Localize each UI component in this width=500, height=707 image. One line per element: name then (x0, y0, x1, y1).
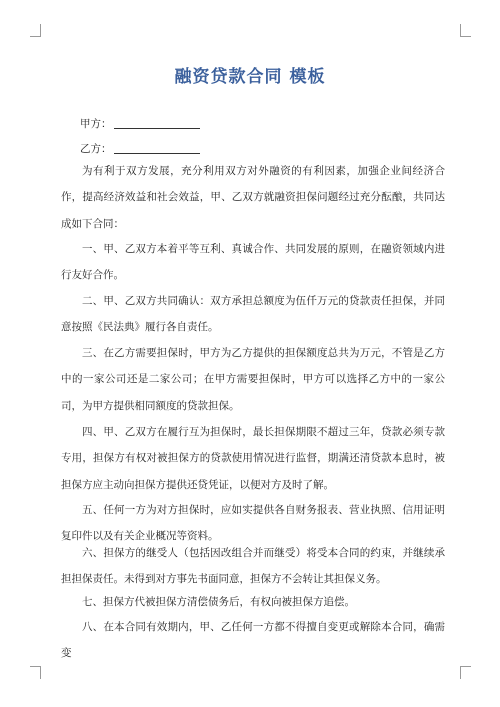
crop-mark-bottom-left (30, 666, 41, 679)
party-b-blank (114, 143, 200, 154)
clause-7: 七、担保方代被担保方清偿债务后，有权向被担保方追偿。 (82, 596, 355, 608)
document-title: 融资贷款合同 模板 (174, 67, 326, 87)
clause-3: 三、在乙方需要担保时，甲方为乙方提供的担保额度总共为万元，不管是乙方中的一家公司还是二家公司；在甲方需要担保时，甲方可以选择乙方中的一家公司，为甲方提供相同额度的贷款担保。 (61, 347, 445, 412)
clause-5: 五、任何一方为对方担保时，应如实提供各自财务报表、营业执照、信用证明复印件以及有关企业概况等资料。 (61, 504, 445, 543)
crop-mark-top-right (460, 24, 471, 37)
clause-6: 六、担保方的继受人（包括因改组合并而继受）将受本合同的约束，并继续承担担保责任。未得到对方事先书面同意，担保方不会转让其担保义务。 (61, 547, 445, 586)
party-a-field (80, 116, 200, 131)
intro-paragraph: 为有利于双方发展，充分利用双方对外融资的有利因素，加强企业间经济合作，提高经济效益和社会效益，甲、乙双方就融资担保问题经过充分酝酿，共同达成如下合同： (61, 165, 445, 230)
crop-mark-bottom-right (460, 666, 471, 679)
clause-2: 二、甲、乙双方共同确认：双方承担总额度为伍仟万元的贷款责任担保，并同意按照《民法典》履行各自责任。 (61, 295, 445, 334)
crop-mark-top-left (30, 24, 41, 37)
party-b-field (80, 141, 200, 156)
party-a-label: 甲方： (80, 118, 112, 130)
clause-4: 四、甲、乙双方在履行互为担保时，最长担保期限不超过三年，贷款必须专款专用，担保方有权对被担保方的贷款使用情况进行监督，期满还清贷款本息时，被担保方应主动向担保方提供还贷凭证，以便对方及时了解。 (61, 426, 445, 491)
party-b-label: 乙方： (80, 143, 112, 155)
clause-8: 八、在本合同有效期内，甲、乙任何一方都不得擅自变更或解除本合同，确需变 (61, 621, 445, 660)
party-a-blank (114, 118, 200, 129)
clause-1: 一、甲、乙双方本着平等互利、真诚合作、共同发展的原则，在融资领域内进行友好合作。 (61, 243, 445, 282)
